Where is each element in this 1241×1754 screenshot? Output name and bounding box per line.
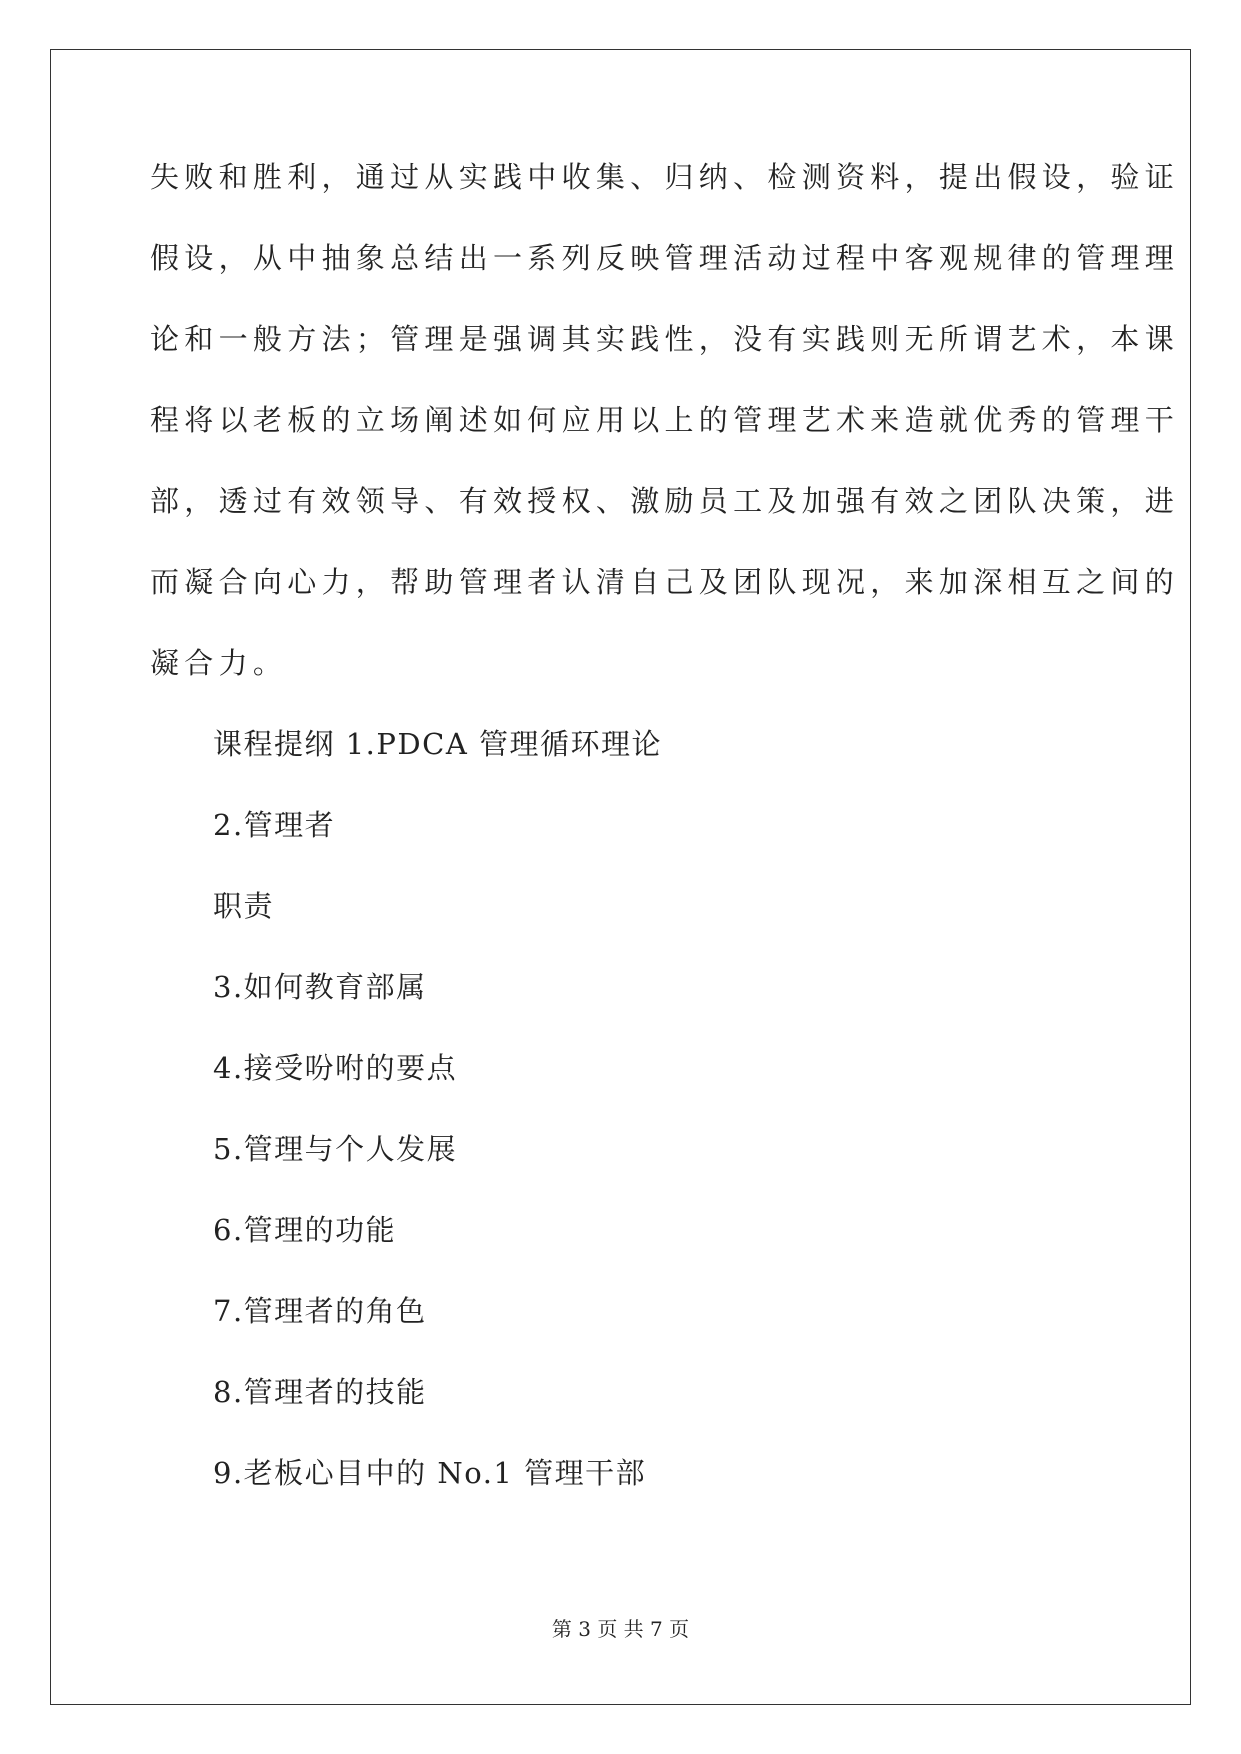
paragraph-line: 部，透过有效领导、有效授权、激励员工及加强有效之团队决策，进 (150, 484, 1180, 518)
paragraph-line: 假设，从中抽象总结出一系列反映管理活动过程中客观规律的管理理 (150, 241, 1180, 275)
page-footer: 第 3 页 共 7 页 (551, 1617, 690, 1641)
outline-item: 6.管理的功能 (213, 1213, 397, 1247)
paragraph-line: 而凝合向心力，帮助管理者认清自己及团队现况，来加深相互之间的 (150, 565, 1180, 599)
paragraph-line: 论和一般方法；管理是强调其实践性，没有实践则无所谓艺术，本课 (150, 322, 1180, 356)
outline-item: 职责 (213, 889, 275, 923)
outline-item: 3.如何教育部属 (213, 970, 427, 1004)
outline-item: 5.管理与个人发展 (213, 1132, 458, 1166)
outline-item: 4.接受吩咐的要点 (213, 1051, 458, 1085)
paragraph-line: 凝合力。 (150, 646, 288, 680)
outline-item: 7.管理者的角色 (213, 1294, 427, 1328)
outline-heading: 课程提纲 1.PDCA 管理循环理论 (213, 727, 663, 761)
paragraph-line: 失败和胜利，通过从实践中收集、归纳、检测资料，提出假设，验证 (150, 160, 1180, 194)
outline-item: 9.老板心目中的 No.1 管理干部 (213, 1456, 647, 1490)
outline-item: 8.管理者的技能 (213, 1375, 427, 1409)
outline-item: 2.管理者 (213, 808, 336, 842)
paragraph-line: 程将以老板的立场阐述如何应用以上的管理艺术来造就优秀的管理干 (150, 403, 1180, 437)
